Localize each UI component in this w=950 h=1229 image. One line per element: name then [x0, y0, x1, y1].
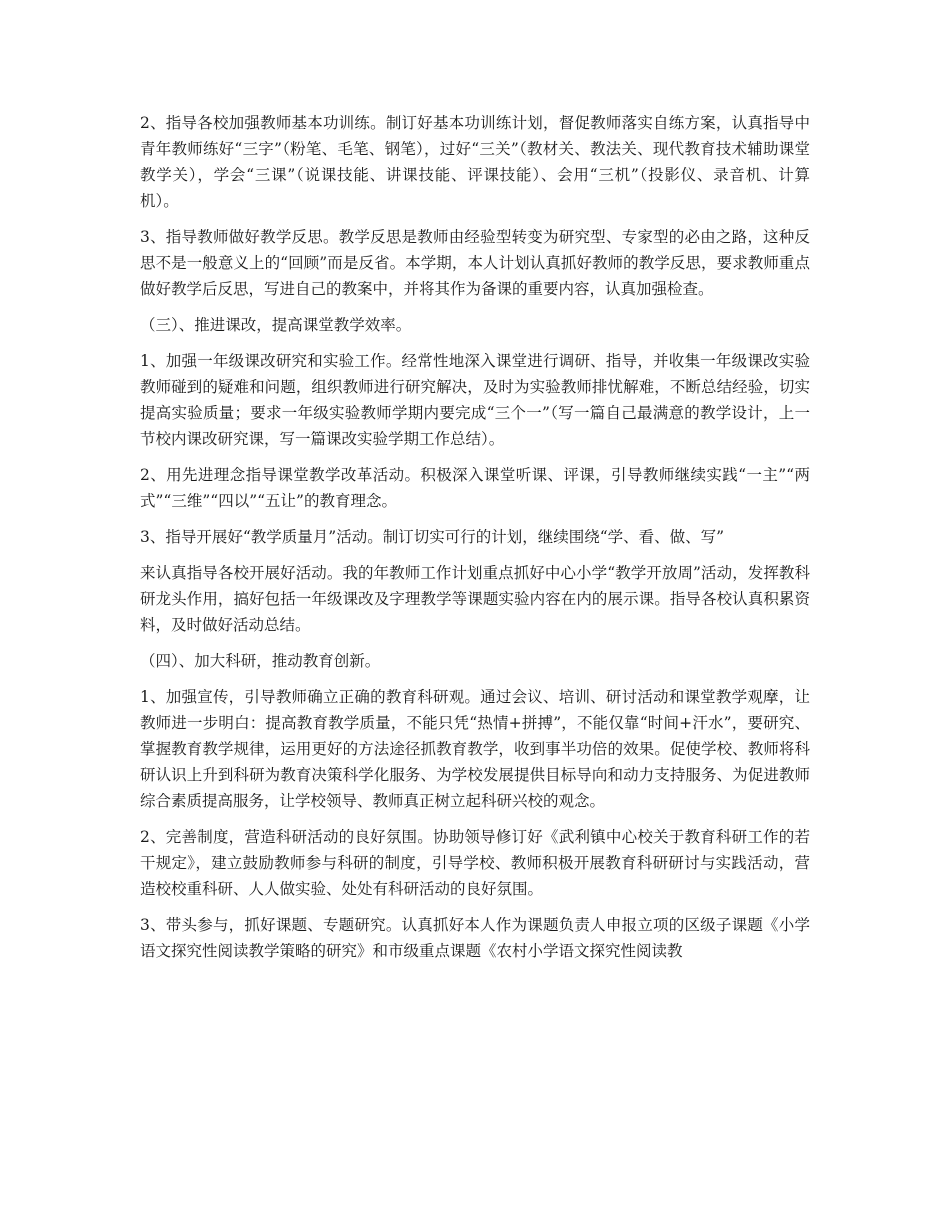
paragraph-grade-one-reform: 1、加强一年级课改研究和实验工作。经常性地深入课堂进行调研、指导，并收集一年级课改实验教师碰到的疑难和问题，组织教师进行研究解决，及时为实验教师排忧解难，不断总结经验，切实提高实验质量；要求一年级实验教师学期内要完成“三个一”（写一篇自己最满意的教学设计，上一节校内课改研究课，写一篇课改实验学期工作总结）。 — [140, 352, 810, 448]
paragraph-teaching-reflection: 3、指导教师做好教学反思。教学反思是教师由经验型转变为研究型、专家型的必由之路，这种反思不是一般意义上的“回顾”而是反省。本学期，本人计划认真抓好教师的教学反思，要求教师重点做好教学后反思，写进自己的教案中，并将其作为备课的重要内容，认真加强检查。 — [140, 228, 810, 298]
section-heading-research: （四）、加大科研，推动教育创新。 — [140, 652, 381, 670]
paragraph-research-publicity: 1、加强宣传，引导教师确立正确的教育科研观。通过会议、培训、研讨活动和课堂教学观摩，让教师进一步明白：提高教育教学质量，不能只凭“热情+拼搏”，不能仅靠“时间+汗水”，要研究、掌握教育教学规律，运用更好的方法途径抓教育教学，收到事半功倍的效果。促使学校、教师将科研认识上升到科研为教育决策科学化服务、为学校发展提供目标导向和动力支持服务、为促进教师综合素质提高服务，让学校领导、教师真正树立起科研兴校的观念。 — [140, 688, 810, 810]
paragraph-teacher-basic-skills: 2、指导各校加强教师基本功训练。制订好基本功训练计划，督促教师落实自练方案，认真指导中青年教师练好“三字”（粉笔、毛笔、钢笔），过好“三关”（教材关、教法关、现代教育技术辅助课堂教学关），学会“三课”（说课技能、讲课技能、评课技能）、会用“三机”（投影仪、录音机、计算机）。 — [140, 114, 810, 210]
paragraph-research-system: 2、完善制度，营造科研活动的良好氛围。协助领导修订好《武利镇中心校关于教育科研工作的若干规定》，建立鼓励教师参与科研的制度，引导学校、教师积极开展教育科研研讨与实践活动，营造校校重科研、人人做实验、处处有科研活动的良好氛围。 — [140, 828, 810, 898]
paragraph-research-projects: 3、带头参与，抓好课题、专题研究。认真抓好本人作为课题负责人申报立项的区级子课题《小学语文探究性阅读教学策略的研究》和市级重点课题《农村小学语文探究性阅读教 — [140, 916, 810, 960]
document-body — [140, 110, 810, 974]
paragraph-open-week: 来认真指导各校开展好活动。我的年教师工作计划重点抓好中心小学“教学开放周”活动，发挥教科研龙头作用，搞好包括一年级课改及字理教学等课题实验内容在内的展示课。指导各校认真积累资料，及时做好活动总结。 — [140, 564, 810, 634]
section-heading-curriculum-reform: （三）、推进课改，提高课堂教学效率。 — [140, 316, 412, 334]
paragraph-quality-month: 3、指导开展好“教学质量月”活动。制订切实可行的计划，继续围绕“学、看、做、写” — [140, 528, 725, 546]
paragraph-advanced-concepts: 2、用先进理念指导课堂教学改革活动。积极深入课堂听课、评课，引导教师继续实践“一主”“两式”“三维”“四以”“五让”的教育理念。 — [140, 466, 810, 510]
